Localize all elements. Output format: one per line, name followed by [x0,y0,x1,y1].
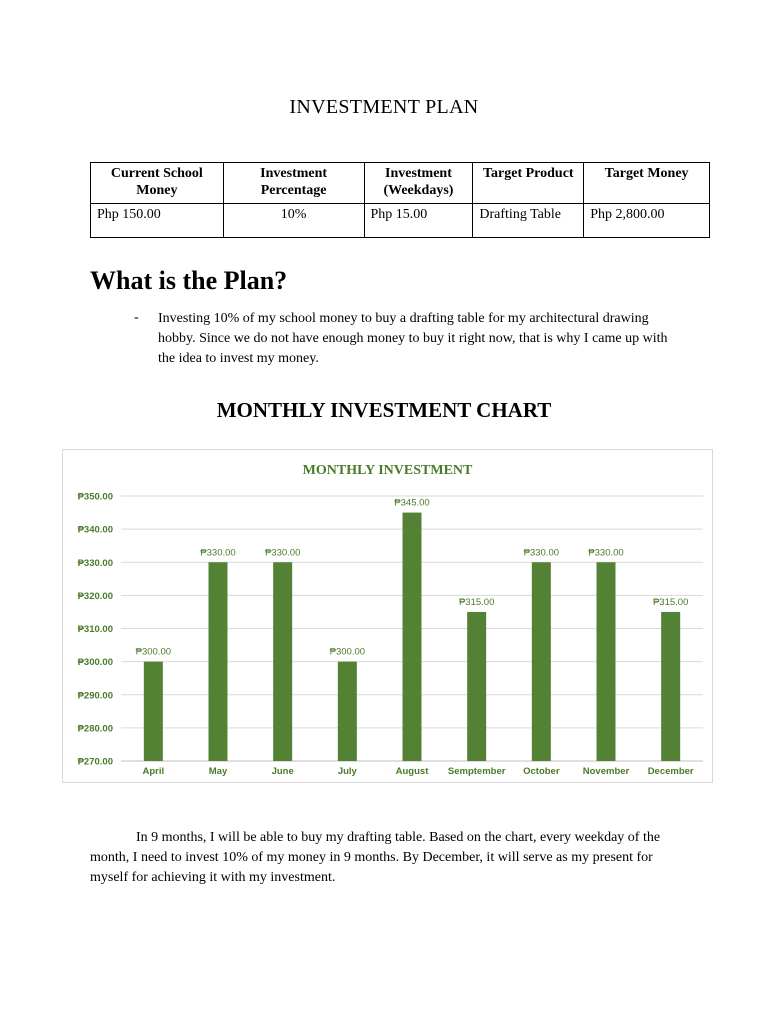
data-label: ₱330.00 [523,547,560,559]
table-row [91,204,710,238]
x-tick-label: July [337,766,357,777]
bar [532,562,551,761]
y-tick-label: ₱290.00 [77,690,113,702]
y-tick-label: ₱320.00 [77,590,113,602]
y-tick-label: ₱280.00 [77,723,113,735]
table-header-cell: Current School Money [91,163,224,204]
table-header-cell: Investment (Weekdays) [364,163,473,204]
bullet-marker: - [134,310,139,325]
y-tick-label: ₱300.00 [77,657,113,669]
bar [661,612,680,761]
plan-heading: What is the Plan? [90,266,288,295]
x-tick-label: Semptember [447,766,506,777]
table-cell: Php 15.00 [364,204,473,238]
bar [209,562,228,761]
table-cell: Php 2,800.00 [584,204,710,238]
y-tick-label: ₱350.00 [77,491,113,503]
y-tick-label: ₱270.00 [77,756,113,768]
data-label: ₱300.00 [135,646,172,658]
document-title: INVESTMENT PLAN [289,96,479,118]
chart-plot [63,450,714,784]
x-tick-label: May [208,766,228,777]
bar [338,662,357,761]
chart-title: MONTHLY INVESTMENT [302,463,473,478]
y-tick-label: ₱330.00 [77,557,113,569]
x-tick-label: December [647,766,694,777]
data-label: ₱330.00 [588,547,624,559]
bar [597,562,616,761]
table-header-cell: Target Money [584,163,710,204]
x-tick-label: April [142,766,165,777]
table-cell: Php 150.00 [91,204,224,238]
x-tick-label: October [523,766,560,777]
investment-table [90,162,710,238]
bar [403,513,422,761]
table-header-row [91,163,710,204]
plan-description: Investing 10% of my school money to buy a drafting table for my architectural drawing hobby. Since we do not have enough money to buy it right now, that is why I came up with the idea to invest my money. [158,311,668,366]
table-cell: Drafting Table [473,204,584,238]
data-label: ₱300.00 [329,646,366,658]
x-tick-label: June [271,766,294,777]
bar [273,562,292,761]
table-header-cell: Investment Percentage [223,163,364,204]
bar [144,662,163,761]
data-label: ₱315.00 [652,596,689,608]
table-cell: 10% [223,204,364,238]
table-header-cell: Target Product [473,163,584,204]
y-tick-label: ₱340.00 [77,524,113,536]
data-label: ₱330.00 [264,547,301,559]
x-tick-label: August [395,766,429,777]
data-label: ₱330.00 [200,547,236,559]
bar [467,612,486,761]
data-label: ₱315.00 [458,596,495,608]
conclusion-paragraph: In 9 months, I will be able to buy my drafting table. Based on the chart, every weekday of the month, I need to invest 10% of my money in 9 months. By December, it will serve as my present for myself for achieving it with my investment. [90,830,661,885]
bar-chart [62,449,713,783]
chart-heading: MONTHLY INVESTMENT CHART [216,398,552,422]
data-label: ₱345.00 [394,497,430,509]
x-tick-label: November [582,766,630,777]
y-tick-label: ₱310.00 [77,624,113,635]
